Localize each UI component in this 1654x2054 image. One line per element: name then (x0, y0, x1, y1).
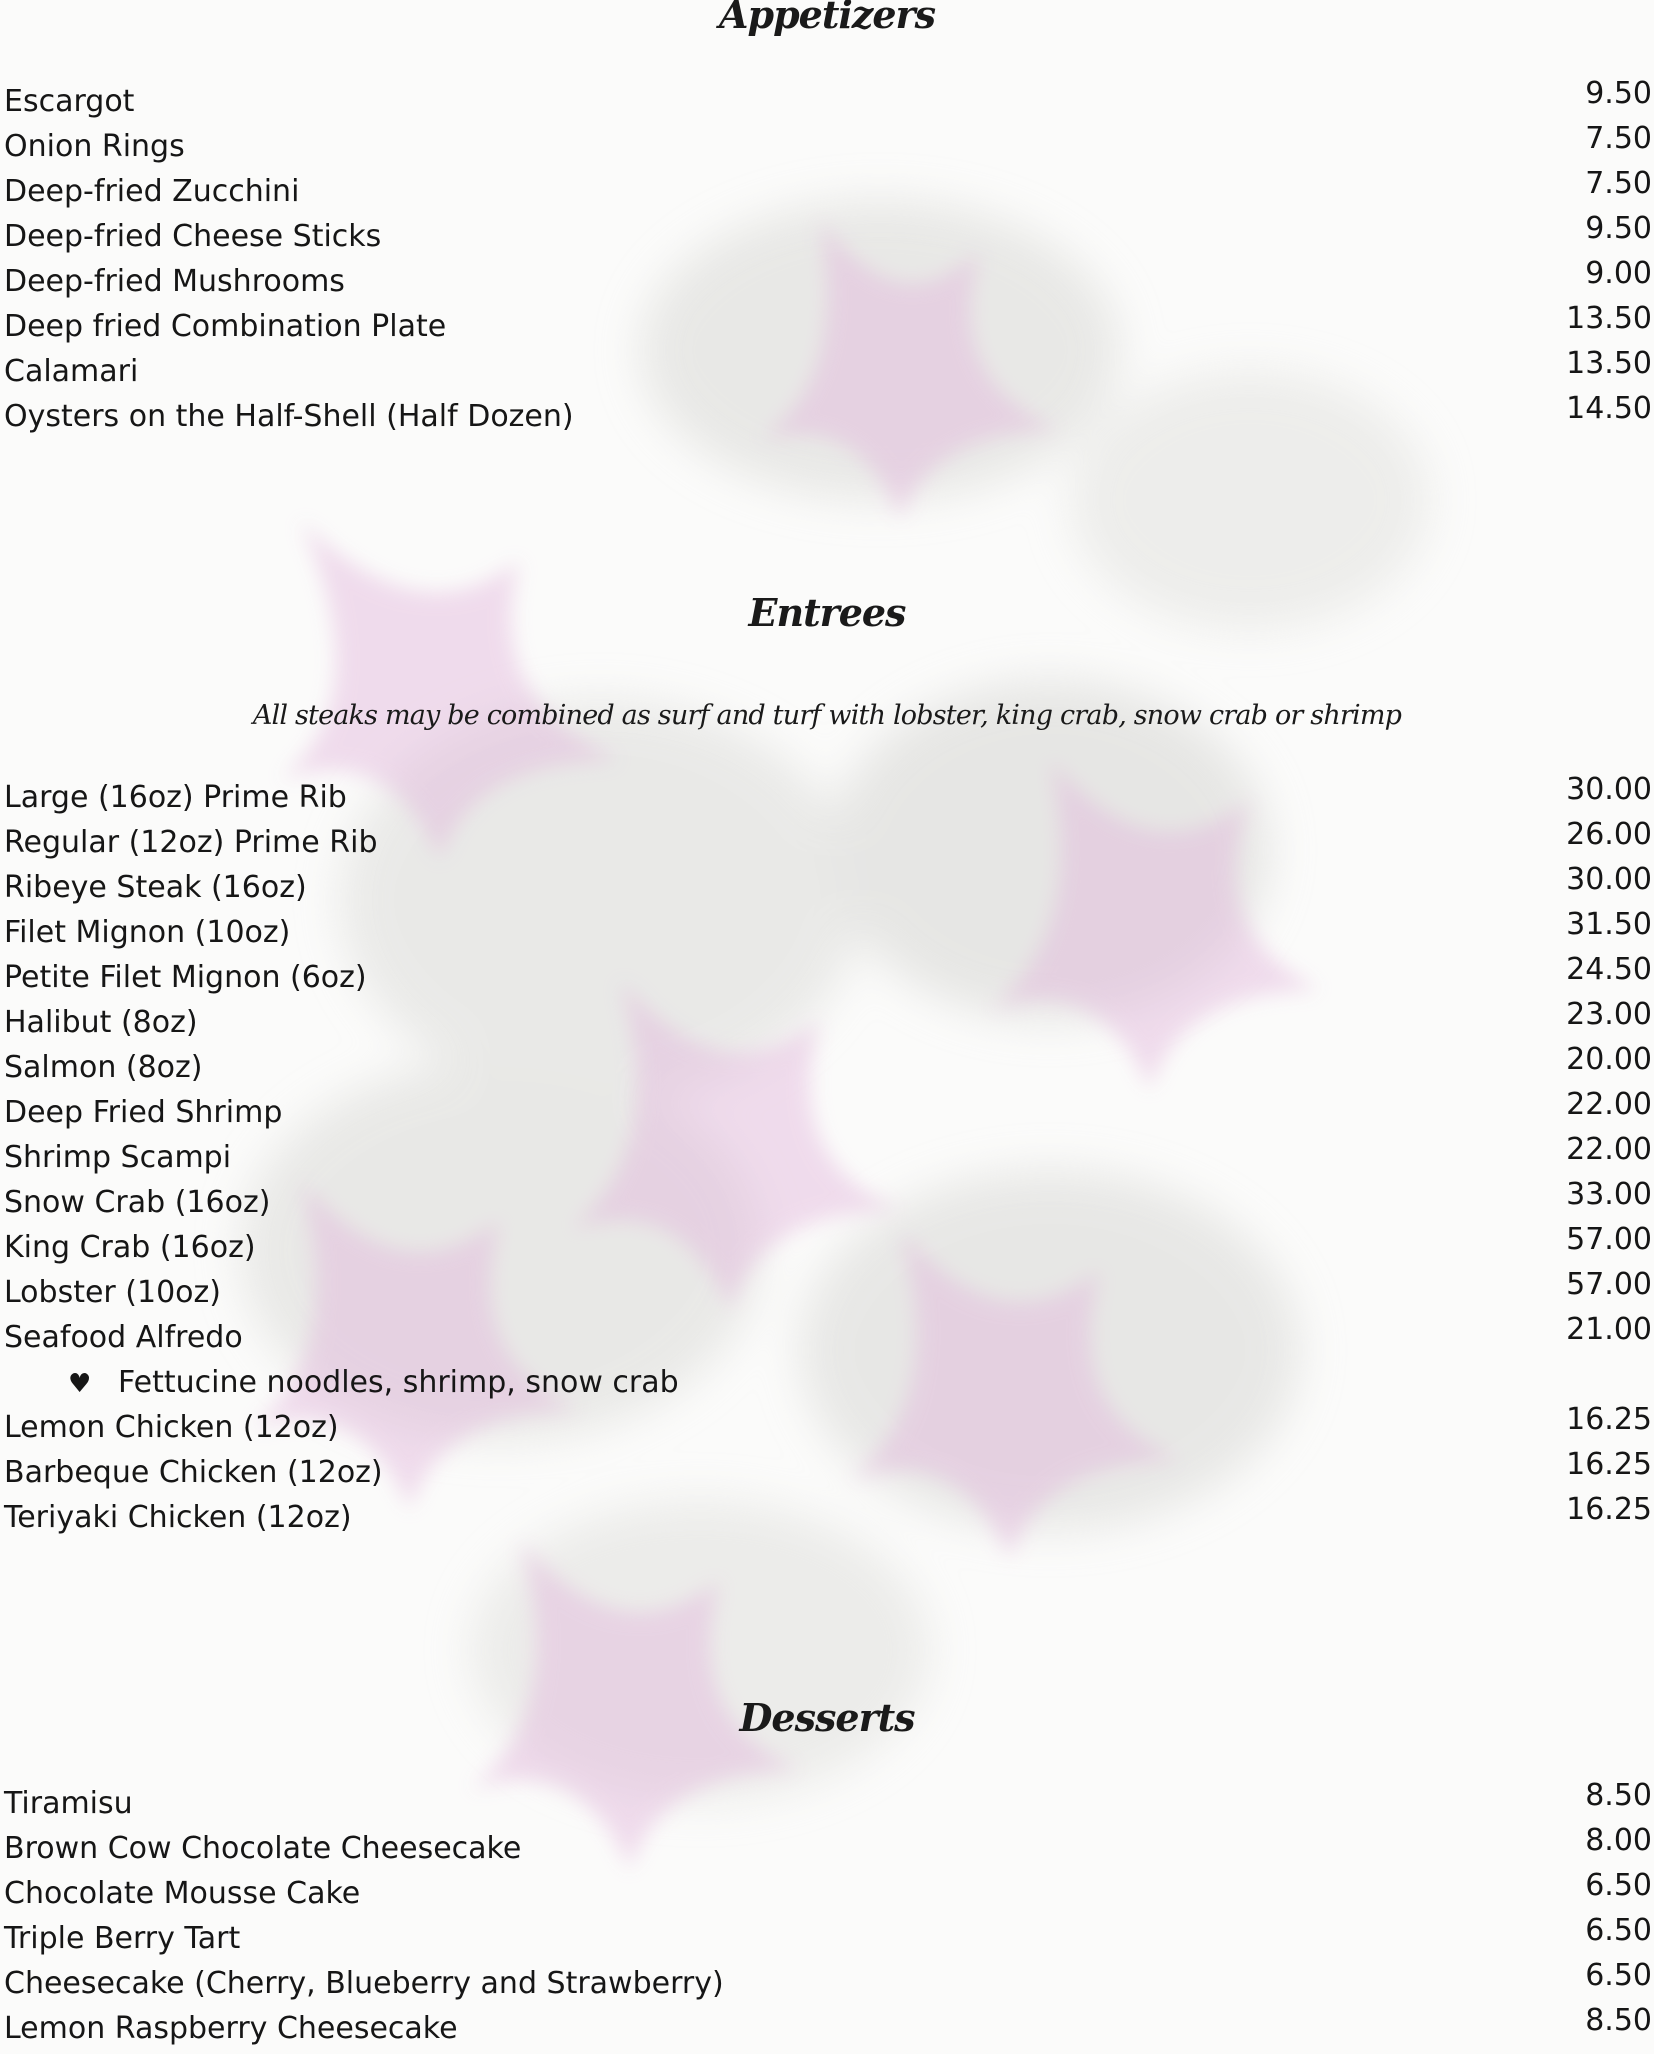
menu-item (0, 301, 1654, 352)
menu-item (0, 862, 1654, 913)
menu-item (0, 1778, 1654, 1829)
menu-item (0, 1222, 1654, 1273)
item-price: 21.00 (1566, 1312, 1652, 1347)
menu-item (0, 1312, 1654, 1363)
item-description (68, 1363, 679, 1404)
item-name: Triple Berry Tart (4, 1921, 241, 1956)
item-name: Onion Rings (4, 129, 185, 164)
entrees-note: All steaks may be combined as surf and turf with lobster, king crab, snow crab or shrimp (252, 700, 1402, 731)
menu-item (0, 1267, 1654, 1318)
item-price: 16.25 (1566, 1447, 1652, 1482)
entrees-list (0, 772, 1654, 1543)
item-price: 9.50 (1585, 76, 1652, 111)
entrees-heading: Entrees (748, 590, 906, 635)
item-price: 16.25 (1566, 1402, 1652, 1437)
desserts-heading: Desserts (739, 1695, 915, 1740)
item-price: 7.50 (1585, 121, 1652, 156)
menu-item (0, 1868, 1654, 1919)
item-name: Deep-fried Cheese Sticks (4, 219, 382, 254)
item-price: 22.00 (1566, 1087, 1652, 1122)
item-name: Ribeye Steak (16oz) (4, 870, 307, 905)
item-price: 33.00 (1566, 1177, 1652, 1212)
item-name: Cheesecake (Cherry, Blueberry and Strawberry) (4, 1966, 724, 2001)
item-price: 8.50 (1585, 1778, 1652, 1813)
item-name: Snow Crab (16oz) (4, 1185, 271, 1220)
menu-item (0, 1958, 1654, 2009)
item-price: 8.50 (1585, 2003, 1652, 2038)
menu-item (0, 817, 1654, 868)
item-price: 22.00 (1566, 1132, 1652, 1167)
item-name: Calamari (4, 354, 139, 389)
item-price: 20.00 (1566, 1042, 1652, 1077)
item-price: 9.00 (1585, 256, 1652, 291)
desserts-list (0, 1778, 1654, 2054)
menu-item (0, 1087, 1654, 1138)
item-name: Regular (12oz) Prime Rib (4, 825, 378, 860)
menu-item (0, 1447, 1654, 1498)
item-price: 8.00 (1585, 1823, 1652, 1858)
item-price: 6.50 (1585, 1913, 1652, 1948)
item-name: Lemon Raspberry Cheesecake (4, 2011, 458, 2046)
appetizers-heading: Appetizers (719, 0, 935, 37)
item-price: 14.50 (1566, 391, 1652, 426)
menu-item (0, 121, 1654, 172)
item-name: Halibut (8oz) (4, 1005, 198, 1040)
item-name: Lemon Chicken (12oz) (4, 1410, 339, 1445)
item-name: King Crab (16oz) (4, 1230, 256, 1265)
menu-item (0, 166, 1654, 217)
item-price: 6.50 (1585, 1958, 1652, 1993)
item-name: Brown Cow Chocolate Cheesecake (4, 1831, 522, 1866)
item-name: Chocolate Mousse Cake (4, 1876, 361, 1911)
menu-item (0, 346, 1654, 397)
item-name: Escargot (4, 84, 135, 119)
item-name: Deep-fried Zucchini (4, 174, 300, 209)
item-price: 31.50 (1566, 907, 1652, 942)
appetizers-list (0, 76, 1654, 442)
item-price: 57.00 (1566, 1267, 1652, 1302)
item-name: Large (16oz) Prime Rib (4, 780, 347, 815)
menu-item (0, 256, 1654, 307)
menu-item (0, 211, 1654, 262)
item-price: 9.50 (1585, 211, 1652, 246)
item-price: 16.25 (1566, 1492, 1652, 1527)
menu-item (0, 2003, 1654, 2054)
item-name: Tiramisu (4, 1786, 133, 1821)
item-price: 57.00 (1566, 1222, 1652, 1257)
menu-item (0, 1492, 1654, 1543)
menu-item (0, 76, 1654, 127)
item-name: Lobster (10oz) (4, 1275, 221, 1310)
item-price: 26.00 (1566, 817, 1652, 852)
heart-bullet-icon: ♥ (68, 1369, 92, 1399)
item-name: Deep Fried Shrimp (4, 1095, 283, 1130)
item-price: 24.50 (1566, 952, 1652, 987)
menu-item (0, 997, 1654, 1048)
menu-item (0, 391, 1654, 442)
menu-item (0, 1042, 1654, 1093)
menu-item (0, 772, 1654, 823)
item-price: 23.00 (1566, 997, 1652, 1032)
item-price: 13.50 (1566, 301, 1652, 336)
menu-item (0, 1402, 1654, 1453)
item-price: 30.00 (1566, 772, 1652, 807)
item-price: 7.50 (1585, 166, 1652, 201)
item-name: Oysters on the Half-Shell (Half Dozen) (4, 399, 574, 434)
description-text: Fettucine noodles, shrimp, snow crab (118, 1365, 679, 1400)
item-name: Deep-fried Mushrooms (4, 264, 345, 299)
menu-item (0, 1132, 1654, 1183)
menu-item (0, 1177, 1654, 1228)
item-name: Barbeque Chicken (12oz) (4, 1455, 383, 1490)
item-name: Shrimp Scampi (4, 1140, 232, 1175)
item-name: Petite Filet Mignon (6oz) (4, 960, 367, 995)
item-name: Deep fried Combination Plate (4, 309, 447, 344)
item-name: Seafood Alfredo (4, 1320, 243, 1355)
item-price: 6.50 (1585, 1868, 1652, 1903)
item-name: Teriyaki Chicken (12oz) (4, 1500, 352, 1535)
item-price: 30.00 (1566, 862, 1652, 897)
item-name: Filet Mignon (10oz) (4, 915, 291, 950)
menu-item (0, 952, 1654, 1003)
menu-item (0, 1823, 1654, 1874)
menu-item (0, 907, 1654, 958)
item-name: Salmon (8oz) (4, 1050, 203, 1085)
item-price: 13.50 (1566, 346, 1652, 381)
menu-item (0, 1913, 1654, 1964)
menu-item-description (0, 1363, 1654, 1408)
